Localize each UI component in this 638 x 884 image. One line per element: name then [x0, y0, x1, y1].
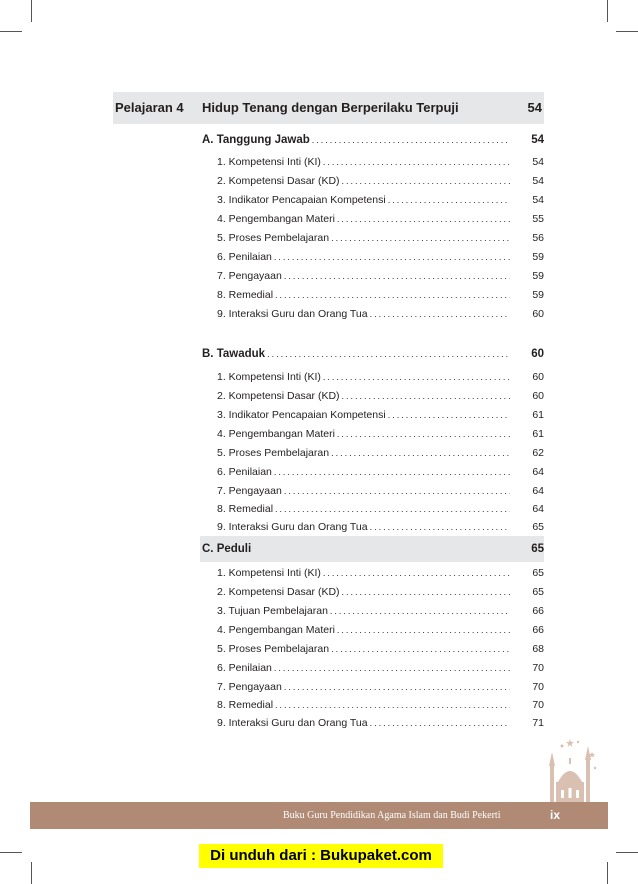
toc-item[interactable] — [217, 518, 544, 536]
crop-mark — [607, 862, 608, 884]
section-label: B. Tawaduk — [202, 348, 266, 360]
chapter-header — [113, 92, 544, 124]
item-label: 1. Kompetensi Inti (KI) — [217, 371, 321, 383]
toc-item[interactable] — [217, 286, 544, 304]
toc-item[interactable] — [217, 714, 544, 732]
item-page: 71 — [532, 717, 544, 729]
item-label: 1. Kompetensi Inti (KI) — [217, 156, 321, 168]
leader-dots — [323, 371, 510, 383]
toc-item[interactable] — [217, 153, 544, 171]
item-label: 8. Remedial — [217, 699, 274, 711]
leader-dots — [388, 194, 510, 206]
page-footer — [30, 802, 608, 829]
item-label: 9. Interaksi Guru dan Orang Tua — [217, 717, 368, 729]
item-label: 4. Pengembangan Materi — [217, 624, 335, 636]
item-label: 7. Pengayaan — [217, 485, 282, 497]
toc-item[interactable] — [217, 368, 544, 386]
toc-item[interactable] — [217, 696, 544, 714]
item-label: 6. Penilaian — [217, 662, 272, 674]
item-page: 70 — [532, 699, 544, 711]
toc-item[interactable] — [217, 305, 544, 323]
crop-mark — [607, 0, 608, 22]
leader-dots — [337, 428, 510, 440]
toc-item[interactable] — [217, 640, 544, 658]
item-page: 70 — [532, 681, 544, 693]
leader-dots — [274, 251, 510, 263]
leader-dots — [274, 466, 510, 478]
item-page: 56 — [532, 232, 544, 244]
leader-dots — [323, 567, 510, 579]
toc-item[interactable] — [217, 267, 544, 285]
leader-dots — [275, 289, 510, 301]
toc-item[interactable] — [217, 387, 544, 405]
item-page: 55 — [532, 213, 544, 225]
crop-mark — [0, 852, 22, 853]
download-watermark[interactable]: Di unduh dari : Bukupaket.com — [199, 844, 443, 868]
item-label: 9. Interaksi Guru dan Orang Tua — [217, 521, 368, 533]
item-page: 59 — [532, 270, 544, 282]
section-label: A. Tanggung Jawab — [202, 134, 310, 146]
leader-dots — [337, 624, 510, 636]
leader-dots — [274, 662, 510, 674]
leader-dots — [284, 681, 510, 693]
crop-mark — [0, 31, 22, 32]
item-page: 64 — [532, 466, 544, 478]
item-page: 65 — [532, 586, 544, 598]
crop-mark — [31, 0, 32, 22]
item-label: 2. Kompetensi Dasar (KD) — [217, 175, 340, 187]
toc-item[interactable] — [217, 500, 544, 518]
chapter-label: Pelajaran 4 — [115, 100, 184, 115]
leader-dots — [331, 232, 510, 244]
item-label: 2. Kompetensi Dasar (KD) — [217, 390, 340, 402]
section-page: 54 — [531, 134, 544, 146]
mosque-icon — [540, 738, 600, 802]
item-label: 6. Penilaian — [217, 466, 272, 478]
leader-dots — [275, 503, 510, 515]
leader-dots — [330, 605, 510, 617]
item-page: 54 — [532, 194, 544, 206]
item-label: 4. Pengembangan Materi — [217, 213, 335, 225]
leader-dots — [312, 134, 510, 146]
section-page: 60 — [531, 348, 544, 360]
item-label: 7. Pengayaan — [217, 270, 282, 282]
toc-item[interactable] — [217, 425, 544, 443]
leader-dots — [342, 175, 510, 187]
toc-section[interactable] — [202, 344, 544, 364]
crop-mark — [616, 852, 638, 853]
item-label: 3. Indikator Pencapaian Kompetensi — [217, 409, 386, 421]
toc-section[interactable] — [202, 130, 544, 150]
item-label: 5. Proses Pembelajaran — [217, 232, 330, 244]
item-label: 5. Proses Pembelajaran — [217, 447, 330, 459]
toc-item[interactable] — [217, 406, 544, 424]
leader-dots — [370, 308, 510, 320]
book-title: Buku Guru Pendidikan Agama Islam dan Budi Pekerti — [283, 810, 501, 821]
leader-dots — [284, 485, 510, 497]
item-page: 62 — [532, 447, 544, 459]
item-page: 70 — [532, 662, 544, 674]
crop-mark — [616, 31, 638, 32]
item-label: 9. Interaksi Guru dan Orang Tua — [217, 308, 368, 320]
item-page: 64 — [532, 503, 544, 515]
item-page: 60 — [532, 371, 544, 383]
leader-dots — [267, 348, 510, 360]
leader-dots — [342, 586, 510, 598]
item-label: 8. Remedial — [217, 503, 274, 515]
toc-item[interactable] — [217, 229, 544, 247]
item-page: 68 — [532, 643, 544, 655]
leader-dots — [342, 390, 510, 402]
item-page: 64 — [532, 485, 544, 497]
toc-item[interactable] — [217, 463, 544, 481]
leader-dots — [331, 643, 510, 655]
item-page: 54 — [532, 156, 544, 168]
item-label: 7. Pengayaan — [217, 681, 282, 693]
page-number: ix — [550, 808, 561, 822]
item-page: 54 — [532, 175, 544, 187]
leader-dots — [323, 156, 510, 168]
toc-item[interactable] — [217, 659, 544, 677]
item-page: 66 — [532, 624, 544, 636]
item-label: 2. Kompetensi Dasar (KD) — [217, 586, 340, 598]
item-page: 59 — [532, 251, 544, 263]
toc-item[interactable] — [217, 564, 544, 582]
toc-item[interactable] — [217, 602, 544, 620]
item-page: 61 — [532, 428, 544, 440]
item-label: 8. Remedial — [217, 289, 274, 301]
item-label: 3. Indikator Pencapaian Kompetensi — [217, 194, 386, 206]
leader-dots — [337, 213, 510, 225]
leader-dots — [370, 717, 510, 729]
item-page: 60 — [532, 390, 544, 402]
leader-dots — [388, 409, 510, 421]
item-page: 65 — [532, 521, 544, 533]
item-page: 60 — [532, 308, 544, 320]
toc-item[interactable] — [217, 210, 544, 228]
toc-item[interactable] — [217, 172, 544, 190]
item-label: 1. Kompetensi Inti (KI) — [217, 567, 321, 579]
section-page: 65 — [531, 543, 544, 555]
toc-item[interactable] — [217, 444, 544, 462]
item-page: 65 — [532, 567, 544, 579]
toc-item[interactable] — [217, 621, 544, 639]
leader-dots — [284, 270, 510, 282]
toc-item[interactable] — [217, 583, 544, 601]
item-label: 4. Pengembangan Materi — [217, 428, 335, 440]
crop-mark — [31, 862, 32, 884]
item-label: 5. Proses Pembelajaran — [217, 643, 330, 655]
section-label: C. Peduli — [202, 543, 252, 555]
item-page: 61 — [532, 409, 544, 421]
leader-dots — [331, 447, 510, 459]
leader-dots — [275, 699, 510, 711]
toc-item[interactable] — [217, 482, 544, 500]
leader-dots — [370, 521, 510, 533]
item-page: 59 — [532, 289, 544, 301]
toc-item[interactable] — [217, 191, 544, 209]
chapter-page: 54 — [527, 100, 542, 115]
chapter-title: Hidup Tenang dengan Berperilaku Terpuji — [202, 100, 459, 115]
toc-item[interactable] — [217, 248, 544, 266]
item-label: 6. Penilaian — [217, 251, 272, 263]
item-label: 3. Tujuan Pembelajaran — [217, 605, 328, 617]
toc-section[interactable] — [202, 539, 544, 559]
toc-item[interactable] — [217, 678, 544, 696]
item-page: 66 — [532, 605, 544, 617]
